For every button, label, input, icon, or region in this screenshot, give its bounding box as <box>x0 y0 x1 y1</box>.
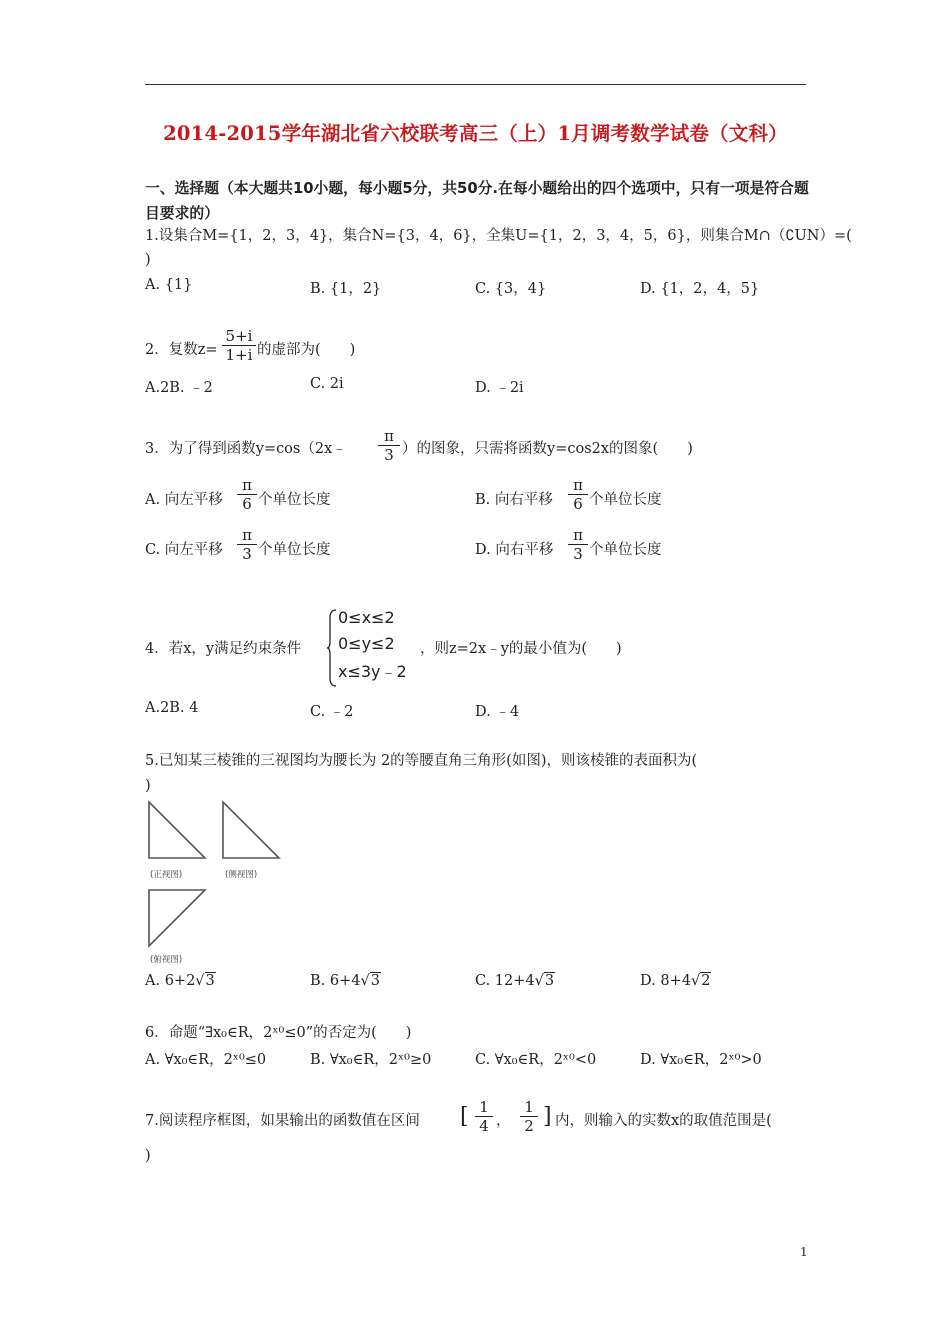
question-3-option-d-unit: 个单位长度 <box>589 542 662 558</box>
question-1-stem-end: ) <box>145 252 151 268</box>
question-6-option-a: A. ∀x₀∈R，2ˣ⁰≤0 <box>145 1052 267 1068</box>
question-2-option-c: C. 2i <box>310 376 344 392</box>
section-heading: 一、选择题（本大题共10小题，每小题5分，共50分.在每小题给出的四个选项中，只有一项是符合题目要求的） <box>145 180 809 222</box>
question-1-option-a: A. {1} <box>145 277 193 293</box>
question-3-fraction <box>378 428 400 463</box>
question-3-option-b-fraction: π 6 <box>568 477 588 512</box>
question-3-prefix: 3．为了得到函数y=cos（2x﹣ <box>145 441 347 457</box>
question-6-option-d: D. ∀x₀∈R，2ˣ⁰>0 <box>640 1052 762 1068</box>
sqrt-icon: √3 <box>195 973 215 989</box>
top-rule <box>145 84 806 85</box>
question-7-fraction-1: 1 4 <box>475 1099 493 1134</box>
question-3-option-a-unit: 个单位长度 <box>258 492 331 508</box>
top-view-label: (俯视图) <box>150 955 183 965</box>
question-4-option-d: D. ﹣4 <box>475 704 520 720</box>
right-bracket: ] <box>543 1104 552 1129</box>
left-brace-icon <box>326 608 338 688</box>
page-number: 1 <box>800 1245 808 1259</box>
question-1-option-c: C. {3，4} <box>475 281 547 297</box>
fraction-comma: ， <box>496 1113 511 1129</box>
fraction-numerator: π <box>384 427 394 445</box>
front-view-label: (正视图) <box>150 870 183 880</box>
question-7-fraction-2: 1 2 <box>520 1099 538 1134</box>
question-7-suffix: 内，则输入的实数x的取值范围是( <box>555 1113 772 1129</box>
question-3-option-c-prefix: C. 向左平移 <box>145 542 223 558</box>
side-view-triangle <box>223 802 279 858</box>
constraint-2: 0≤y≤2 <box>338 634 395 653</box>
question-3-option-b-prefix: B. 向右平移 <box>475 492 553 508</box>
question-5-option-c: C. 12+4√3 <box>475 973 555 989</box>
question-4-options-ab: A.2B. 4 <box>145 700 199 716</box>
question-1-stem: 1.设集合M={1，2，3，4}，集合N={3，4，6}，全集U={1，2，3，4，5，6}，则集合M∩（∁UN）=( <box>145 228 852 244</box>
question-4-suffix: ，则z=2x﹣y的最小值为( ) <box>420 641 622 657</box>
question-5-option-a: A. 6+2√3 <box>145 973 215 989</box>
question-3-option-a-fraction: π 6 <box>237 477 257 512</box>
question-4-option-c: C. ﹣2 <box>310 704 354 720</box>
question-5-option-b: B. 6+4√3 <box>310 973 380 989</box>
question-2-prefix: 2．复数z= <box>145 342 218 358</box>
page-title: 2014-2015学年湖北省六校联考高三（上）1月调考数学试卷（文科） <box>163 122 788 145</box>
question-1-option-d: D. {1，2，4，5} <box>640 281 760 297</box>
sqrt-icon: √3 <box>360 973 380 989</box>
question-2-option-d: D. ﹣2i <box>475 380 524 396</box>
sqrt-icon: √3 <box>534 973 555 989</box>
fraction-numerator: 5+i <box>225 327 253 345</box>
question-6-option-b: B. ∀x₀∈R，2ˣ⁰≥0 <box>310 1052 432 1068</box>
question-2-suffix: 的虚部为( ) <box>257 342 356 358</box>
question-5-stem-end: ) <box>145 778 151 794</box>
question-3-suffix: ）的图象，只需将函数y=cos2x的图象( ) <box>402 441 693 457</box>
top-view-triangle <box>149 890 205 946</box>
question-5-stem: 5.已知某三棱锥的三视图均为腰长为 2的等腰直角三角形(如图)，则该棱锥的表面积为( <box>145 753 698 769</box>
question-6-option-c: C. ∀x₀∈R，2ˣ⁰<0 <box>475 1052 597 1068</box>
side-view-label: (侧视图) <box>225 870 258 880</box>
question-3-option-c-unit: 个单位长度 <box>258 542 331 558</box>
sqrt-icon: √2 <box>690 973 711 989</box>
left-bracket: [ <box>460 1104 469 1129</box>
constraint-3: x≤3y﹣2 <box>338 662 407 681</box>
question-3-option-d-prefix: D. 向右平移 <box>475 542 554 558</box>
constraint-1: 0≤x≤2 <box>338 608 395 627</box>
question-2-options-ab: A.2B. ﹣2 <box>145 380 213 396</box>
question-3-option-a-prefix: A. 向左平移 <box>145 492 223 508</box>
fraction-denominator: 3 <box>384 446 394 464</box>
question-3-option-d-fraction: π 3 <box>568 527 588 562</box>
question-3-option-c-fraction: π 3 <box>237 527 257 562</box>
question-7-stem-end: ) <box>145 1148 151 1164</box>
front-view-triangle <box>149 802 205 858</box>
question-3-option-b-unit: 个单位长度 <box>589 492 662 508</box>
fraction-denominator: 1+i <box>225 346 253 364</box>
question-1-option-b: B. {1，2} <box>310 281 382 297</box>
question-5-option-d: D. 8+4√2 <box>640 973 711 989</box>
question-6-stem: 6．命题“∃x₀∈R，2ˣ⁰≤0”的否定为( ) <box>145 1025 412 1041</box>
question-7-prefix: 7.阅读程序框图，如果输出的函数值在区间 <box>145 1113 420 1129</box>
question-4-prefix: 4．若x，y满足约束条件 <box>145 641 302 657</box>
question-2-fraction <box>222 328 256 363</box>
